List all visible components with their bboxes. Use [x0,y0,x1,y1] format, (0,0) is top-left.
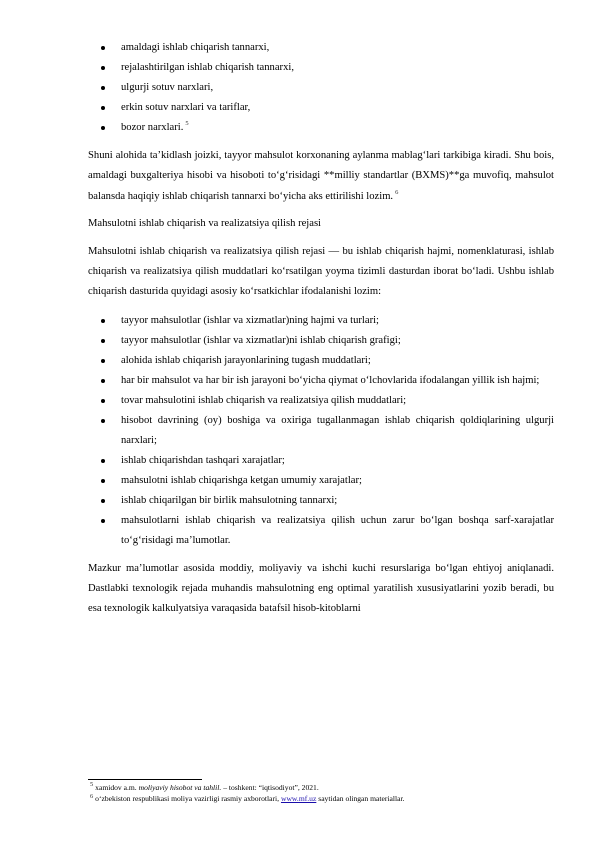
list-item: tayyor mahsulotlar (ishlar va xizmatlar)ni ishlab chiqarish grafigi; [88,331,554,351]
list-item: mahsulotlarni ishlab chiqarish va realizatsiya qilish uchun zarur bo‘lgan boshqa sarf-xarajatlar to‘g‘risidagi ma’lumotlar. [88,511,554,551]
list-item: amaldagi ishlab chiqarish tannarxi, [88,38,554,58]
paragraph: Mazkur ma’lumotlar asosida moddiy, moliyaviy va ishchi kuchi resurslariga bo‘lgan ehtiyoj aniqlanadi. Dastlabki texnologik rejada muhandis mahsulotning eng optimal yaratilish xususiyatlarini yozib beradi, bu esa texnologik kalkulyatsiya varaqasida batafsil hisob-kitoblarni [88,562,554,615]
list-item: ishlab chiqarishdan tashqari xarajatlar; [88,451,554,471]
list-item: tovar mahsulotini ishlab chiqarish va realizatsiya qilish muddatlari; [88,391,554,411]
list-item: alohida ishlab chiqarish jarayonlarining tugash muddatlari; [88,351,554,371]
list-item: mahsulotni ishlab chiqarishga ketgan umumiy xarajatlar; [88,471,554,491]
list-item: rejalashtirilgan ishlab chiqarish tannarxi, [88,58,554,78]
list-item: ishlab chiqarilgan bir birlik mahsulotning tannarxi; [88,491,554,511]
list-item: har bir mahsulot va har bir ish jarayoni bo‘yicha qiymat o‘lchovlarida ifodalangan yillik ish hajmi; [88,371,554,391]
footnote-ref-6: 6 [395,189,399,197]
page-body [88,38,554,620]
paragraph: Mahsulotni ishlab chiqarish va realizatsiya qilish rejasi — bu ishlab chiqarish hajmi, nomenklaturasi, ishlab chiqarish va realizatsiya qilish muddatlari ko‘rsatilgan yoyma tizimli dasturdan iborat bo‘ladi. Ushbu ishlab chiqarish dasturida quyidagi asosiy ko‘rsatkichlar ifodalanishi lozim: [88,245,554,298]
list-item: ulgurji sotuv narxlari, [88,78,554,98]
list-item: erkin sotuv narxlari va tariflar, [88,98,554,118]
list-item: tayyor mahsulotlar (ishlar va xizmatlar)ning hajmi va turlari; [88,311,554,331]
section-heading: Mahsulotni ishlab chiqarish va realizatsiya qilish rejasi [88,217,322,229]
price-types-list [88,38,554,138]
footnote-ref-5: 5 [185,120,189,128]
paragraph: Shuni alohida ta’kidlash joizki, tayyor mahsulot korxonaning aylanma mablag‘lari tarkibiga kiradi. Shu bois, amaldagi buxgalteriya hisobi va hisoboti to‘g‘risidagi **milliy standartlar (BXMS)**ga muvofiq, mahsulot balansda haqiqiy ishlab chiqarish tannarxi bo‘yicha aks ettirilishi lozim. $^6$ [88,150,554,202]
list-item: bozor narxlari. $^5$ [88,118,554,138]
footnote-separator [88,779,202,780]
footnote-link[interactable]: www.mf.uz [280,794,317,804]
footnote-6: 6 o‘zbekiston respublikasi moliya vazirligi rasmiy axborotlari, www.mf.uz saytidan olingan materiallar. [90,792,405,804]
indicators-list [88,311,554,551]
footnotes [88,782,554,804]
list-item: hisobot davrining (oy) boshiga va oxiriga tugallanmagan ishlab chiqarish qoldiqlarining ulgurji narxlari; [88,411,554,451]
footnote-5: 5 xamidov a.m. moliyaviy hisobot va tahlil. – toshkent: “iqtisodiyot”, 2021. [90,781,319,792]
